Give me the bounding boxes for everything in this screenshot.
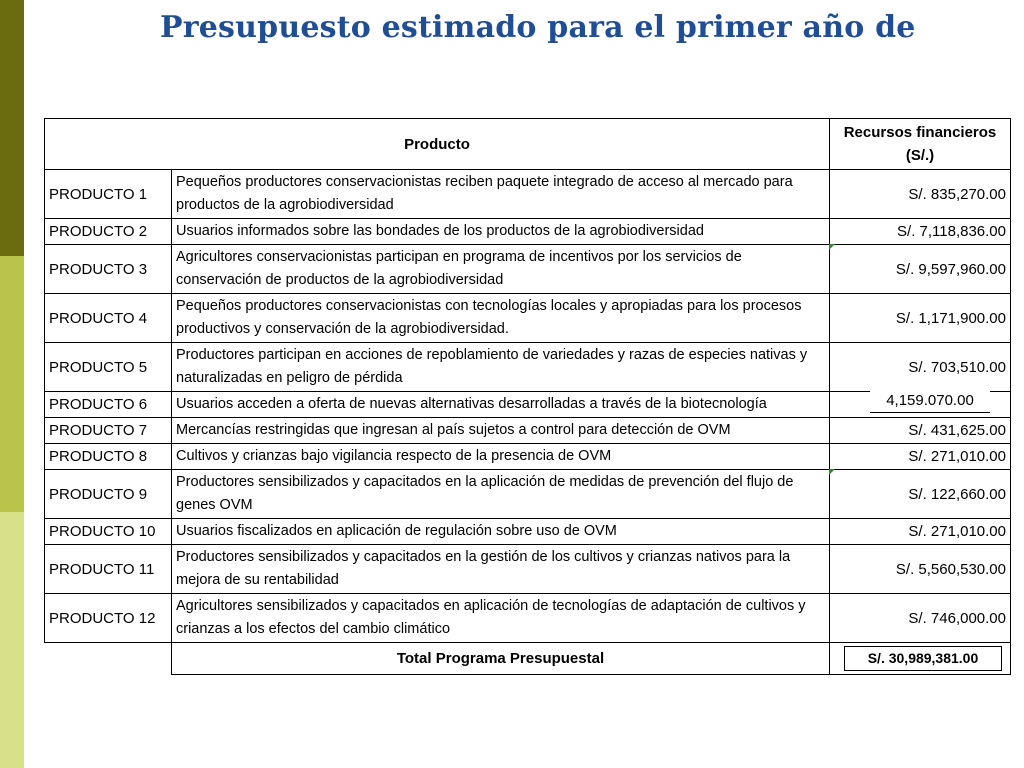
product-amount: 4,159.070.00 — [870, 390, 990, 413]
product-amount: S/. 746,000.00 — [908, 609, 1006, 627]
table-row — [45, 418, 1011, 444]
product-code: PRODUCTO 11 — [45, 545, 172, 594]
product-amount-cell — [830, 418, 1011, 444]
total-row — [45, 643, 1011, 675]
table-row — [45, 343, 1011, 392]
product-amount: S/. 9,597,960.00 — [895, 260, 1006, 278]
budget-table-container — [44, 118, 1010, 675]
product-amount-cell — [830, 470, 1011, 519]
product-code: PRODUCTO 6 — [45, 392, 172, 418]
product-code: PRODUCTO 8 — [45, 444, 172, 470]
cell-comment-marker — [829, 244, 835, 250]
product-description: Pequeños productores conservacionistas reciben paquete integrado de acceso al mercado para productos de la agrobiodiversidad — [172, 170, 830, 219]
product-amount-cell — [830, 392, 1011, 418]
product-amount-cell — [830, 343, 1011, 392]
product-amount-cell — [830, 294, 1011, 343]
product-description: Productores sensibilizados y capacitados en la aplicación de medidas de prevención del flujo de genes OVM — [172, 470, 830, 519]
product-code: PRODUCTO 3 — [45, 245, 172, 294]
table-row — [45, 594, 1011, 643]
product-code: PRODUCTO 1 — [45, 170, 172, 219]
product-amount-cell — [830, 594, 1011, 643]
table-row — [45, 294, 1011, 343]
product-code: PRODUCTO 7 — [45, 418, 172, 444]
product-description: Cultivos y crianzas bajo vigilancia respecto de la presencia de OVM — [172, 444, 830, 470]
total-amount: S/. 30,989,381.00 — [844, 646, 1002, 671]
table-body — [45, 170, 1011, 643]
sidebar-stripe-light — [0, 512, 24, 768]
cell-comment-marker — [829, 469, 835, 475]
product-amount-cell — [830, 219, 1011, 245]
table-row — [45, 519, 1011, 545]
product-amount-cell — [830, 444, 1011, 470]
product-description: Agricultores sensibilizados y capacitados en aplicación de tecnologías de adaptación de cultivos y crianzas a los efectos del cambio climático — [172, 594, 830, 643]
product-description: Productores sensibilizados y capacitados en la gestión de los cultivos y crianzas nativos para la mejora de su rentabilidad — [172, 545, 830, 594]
product-amount: S/. 271,010.00 — [908, 448, 1006, 465]
product-description: Mercancías restringidas que ingresan al país sujetos a control para detección de OVM — [172, 418, 830, 444]
product-amount: S/. 835,270.00 — [908, 185, 1006, 203]
product-description: Productores participan en acciones de repoblamiento de variedades y razas de especies nativas y naturalizadas en peligro de pérdida — [172, 343, 830, 392]
slide-title: Presupuesto estimado para el primer año de — [160, 10, 916, 45]
product-description: Usuarios fiscalizados en aplicación de regulación sobre uso de OVM — [172, 519, 830, 545]
product-amount: S/. 1,171,900.00 — [895, 309, 1006, 327]
product-amount-cell — [830, 245, 1011, 294]
product-amount-cell — [830, 170, 1011, 219]
sidebar-stripe-mid — [0, 256, 24, 512]
product-amount-cell — [830, 545, 1011, 594]
budget-table — [44, 118, 1011, 675]
sidebar-stripe-dark — [0, 0, 24, 256]
total-amount-cell — [830, 643, 1011, 675]
product-description: Usuarios informados sobre las bondades de los productos de la agrobiodiversidad — [172, 219, 830, 245]
product-amount: S/. 431,625.00 — [908, 422, 1006, 439]
product-amount: S/. 122,660.00 — [908, 485, 1006, 503]
product-code: PRODUCTO 9 — [45, 470, 172, 519]
product-amount: S/. 703,510.00 — [908, 358, 1006, 376]
product-description: Agricultores conservacionistas participan en programa de incentivos por los servicios de conservación de productos de la agrobiodiversidad — [172, 245, 830, 294]
product-description: Usuarios acceden a oferta de nuevas alternativas desarrolladas a través de la biotecnología — [172, 392, 830, 418]
header-resources: Recursos financieros (S/.) — [830, 119, 1011, 170]
table-row — [45, 170, 1011, 219]
product-amount: S/. 271,010.00 — [908, 523, 1006, 540]
total-label: Total Programa Presupuestal — [172, 643, 830, 675]
table-row — [45, 470, 1011, 519]
product-code: PRODUCTO 4 — [45, 294, 172, 343]
table-row — [45, 245, 1011, 294]
product-amount-cell — [830, 519, 1011, 545]
product-code: PRODUCTO 12 — [45, 594, 172, 643]
total-spacer — [45, 643, 172, 675]
table-row — [45, 444, 1011, 470]
product-amount: S/. 5,560,530.00 — [895, 560, 1006, 578]
table-header-row — [45, 119, 1011, 170]
product-description: Pequeños productores conservacionistas con tecnologías locales y apropiadas para los procesos productivos y conservación de la agrobiodiversidad. — [172, 294, 830, 343]
product-code: PRODUCTO 5 — [45, 343, 172, 392]
product-amount: S/. 7,118,836.00 — [897, 223, 1006, 240]
table-row — [45, 392, 1011, 418]
product-code: PRODUCTO 10 — [45, 519, 172, 545]
table-row — [45, 545, 1011, 594]
product-code: PRODUCTO 2 — [45, 219, 172, 245]
table-row — [45, 219, 1011, 245]
header-product: Producto — [45, 119, 830, 170]
